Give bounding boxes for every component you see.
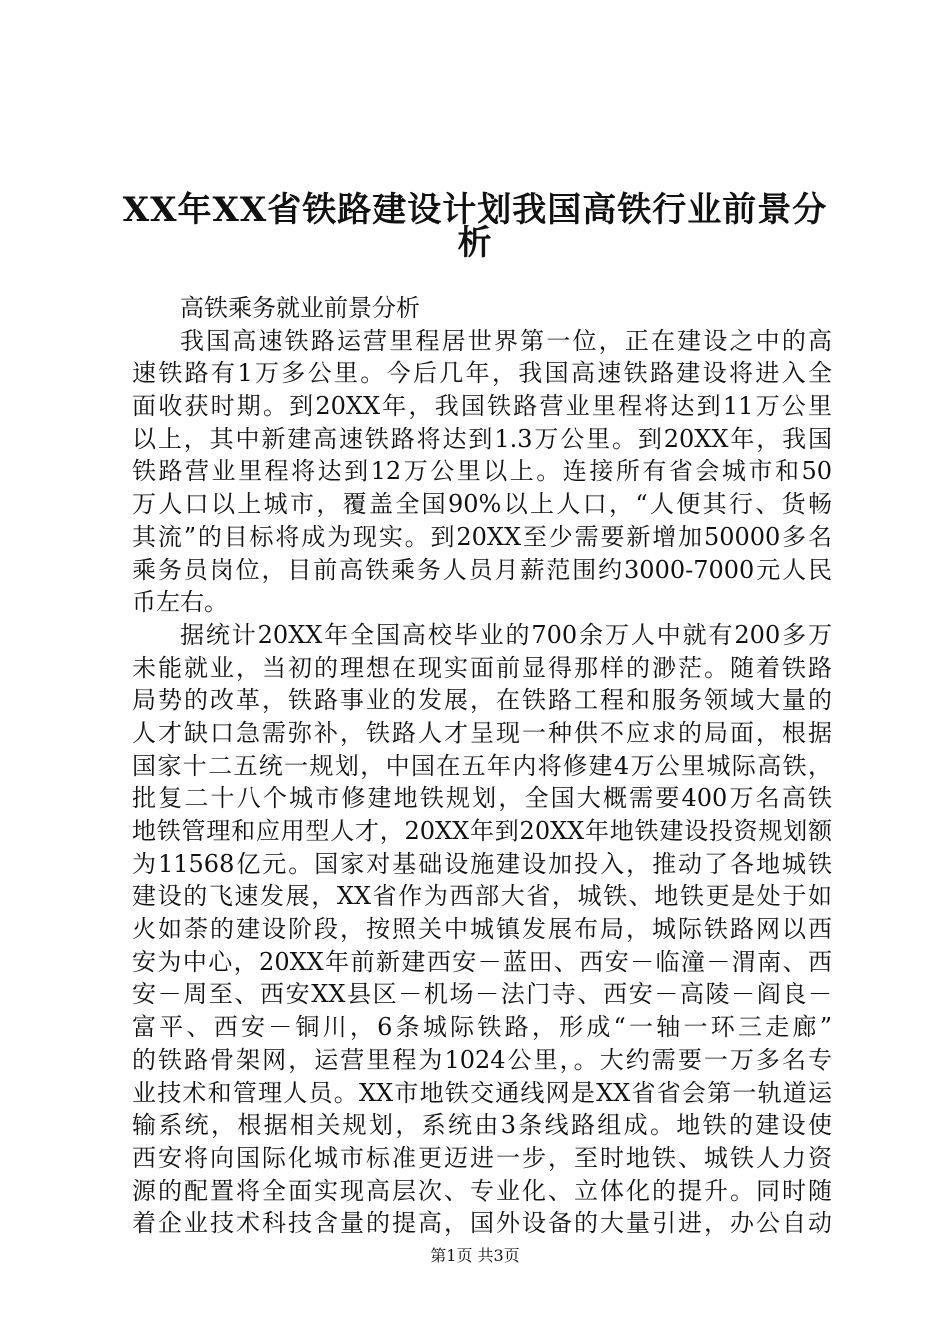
body-text-line: 安－周至、西安XX县区－机场－法门寺、西安－高陵－阎良－: [132, 980, 832, 1009]
body-text-line: 速铁路有1万多公里。今后几年，我国高速铁路建设将进入全: [132, 359, 832, 388]
body-text-line: 未能就业，当初的理想在现实面前显得那样的渺茫。随着铁路: [132, 653, 832, 682]
page-footer: [0, 1246, 950, 1266]
body-text-line: 火如荼的建设阶段，按照关中城镇发展布局，城际铁路网以西: [132, 915, 832, 944]
body-text-line: 据统计20XX年全国高校毕业的700余万人中就有200多万: [180, 620, 832, 649]
body-text-line: 西安将向国际化城市标准更迈进一步，至时地铁、城铁人力资: [132, 1143, 832, 1172]
document-title-line-2: 析: [457, 223, 493, 263]
body-text-line: 批复二十八个城市修建地铁规划，全国大概需要400万名高铁: [132, 784, 832, 813]
body-text-line: 局势的改革，铁路事业的发展，在铁路工程和服务领域大量的: [132, 686, 832, 715]
body-text-line: 面收获时期。到20XX年，我国铁路营业里程将达到11万公里: [132, 392, 832, 421]
document-body: [132, 292, 832, 1240]
body-text-line: 着企业技术科技含量的提高，国外设备的大量引进，办公自动: [132, 1209, 832, 1238]
body-text-line: 为11568亿元。国家对基础设施建设加投入，推动了各地城铁: [132, 849, 832, 878]
body-text-line: 人才缺口急需弥补，铁路人才呈现一种供不应求的局面，根据: [132, 718, 832, 747]
body-text-line: 乘务员岗位，目前高铁乘务人员月薪范围约3000-7000元人民: [132, 555, 832, 584]
body-text-line: 币左右。: [132, 588, 228, 617]
body-text-line: 建设的飞速发展，XX省作为西部大省，城铁、地铁更是处于如: [132, 882, 832, 911]
body-text-line: 输系统，根据相关规划，系统由3条线路组成。地铁的建设使: [132, 1111, 832, 1140]
body-text-line: 地铁管理和应用型人才，20XX年到20XX年地铁建设投资规划额: [132, 817, 832, 845]
body-text-line: 铁路营业里程将达到12万公里以上。连接所有省会城市和50: [132, 457, 832, 486]
body-text-line: 富平、西安－铜川，6条城际铁路，形成“一轴一环三走廊”: [132, 1013, 832, 1042]
body-text-line: 其流”的目标将成为现实。到20XX至少需要新增加50000多名: [132, 522, 832, 551]
body-text-line: 万人口以上城市，覆盖全国90%以上人口，“人便其行、货畅: [132, 490, 832, 519]
body-text-line: 高铁乘务就业前景分析: [180, 294, 420, 322]
body-text-line: 源的配置将全面实现高层次、专业化、立体化的提升。同时随: [132, 1176, 832, 1205]
page-number: 第1页 共3页: [430, 1246, 520, 1265]
body-text-line: 的铁路骨架网，运营里程为1024公里，。大约需要一万多名专: [132, 1045, 832, 1074]
body-text-line: 国家十二五统一规划，中国在五年内将修建4万公里城际高铁，: [132, 751, 832, 780]
document-title-line-1: XX年XX省铁路建设计划我国高铁行业前景分: [122, 190, 828, 230]
body-text-line: 以上，其中新建高速铁路将达到1.3万公里。到20XX年，我国: [132, 424, 832, 453]
body-text-line: 业技术和管理人员。XX市地铁交通线网是XX省省会第一轨道运: [132, 1078, 832, 1107]
body-text-line: 我国高速铁路运营里程居世界第一位，正在建设之中的高: [180, 326, 832, 355]
body-text-line: 安为中心，20XX年前新建西安－蓝田、西安－临潼－渭南、西: [132, 947, 832, 976]
